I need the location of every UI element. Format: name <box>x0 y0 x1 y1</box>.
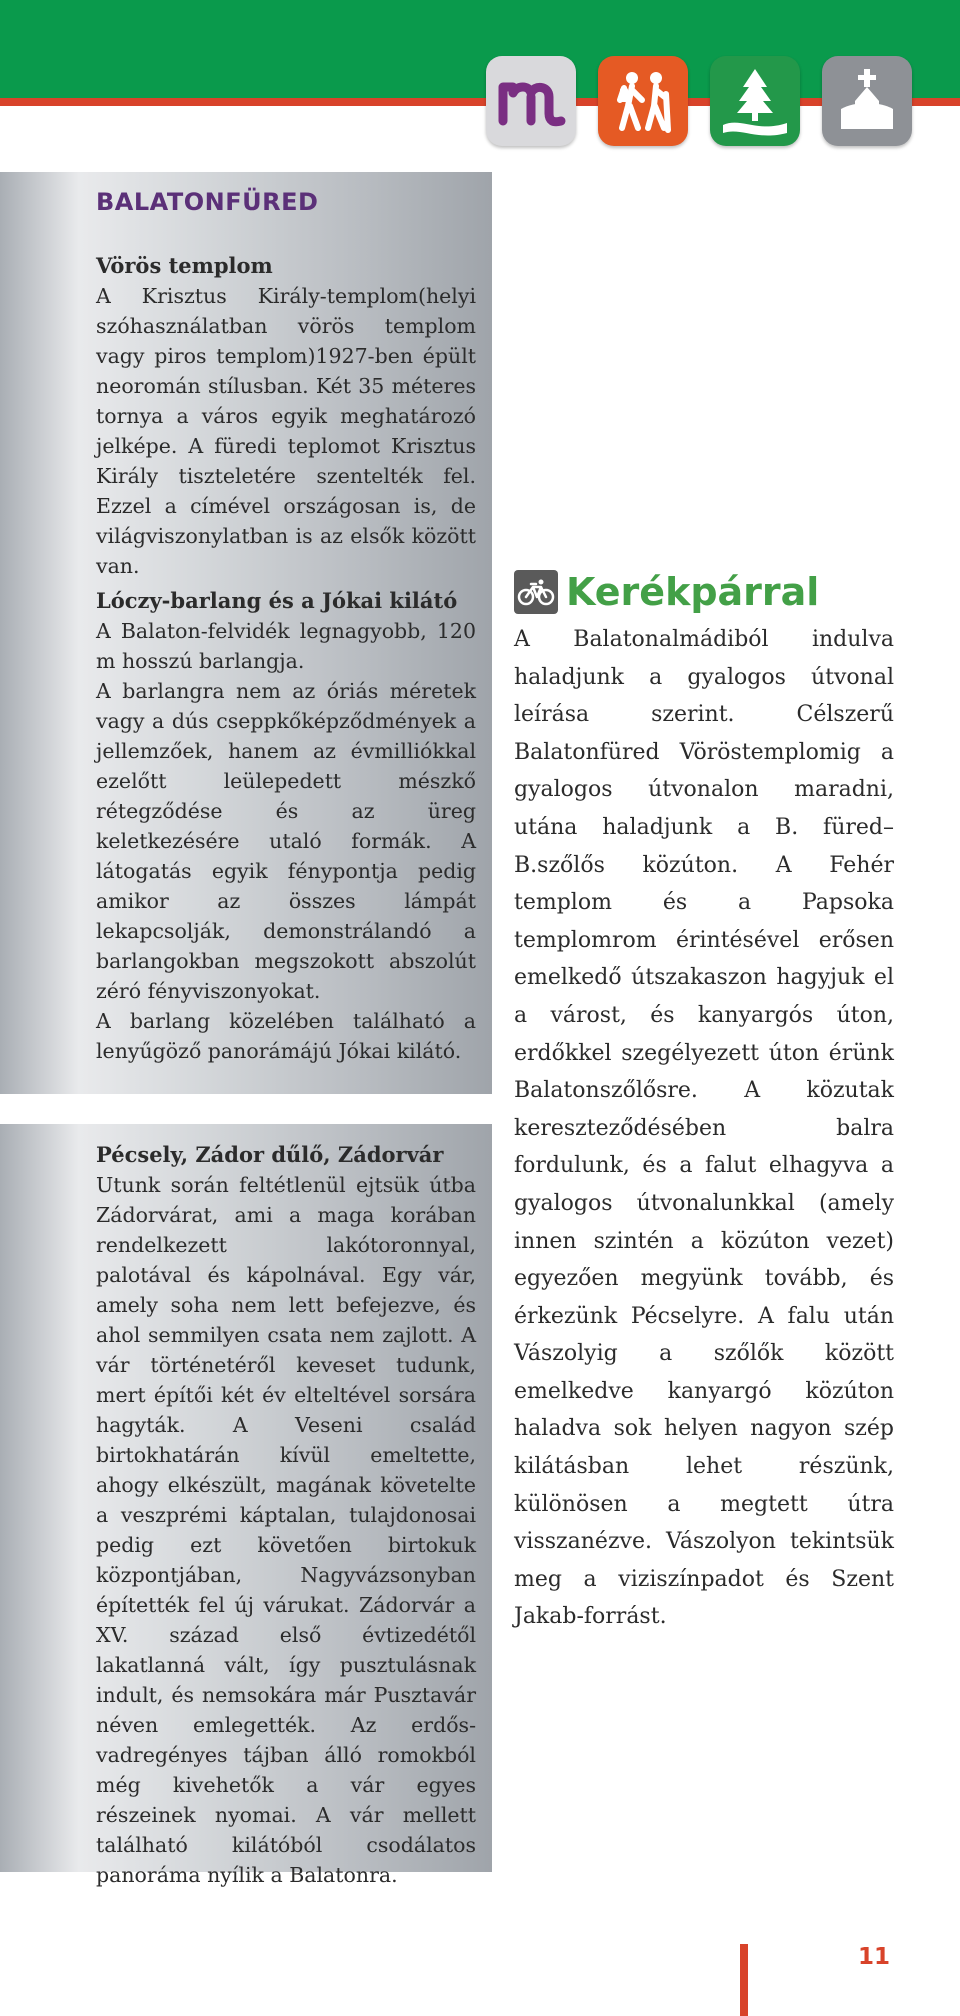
article-paragraph: A barlangra nem az óriás méretek vagy a dús cseppkőképződmények a jellemzőek, hanem az évmilliókkal ezelőtt leülepedett mészkő rétegződése és az üreg keletkezésére utaló formák. A látogatás egyik fénypontja pedig amikor az összes lámpát lekapcsolják, demonstrálandó a barlangokban megszokott abszolút zéró fényviszonyokat. <box>96 679 476 1003</box>
article-text: A Krisztus Király-templom(helyi szóhasználatban vörös templom vagy piros templom)1927-ben épült neoromán stílusban. Két 35 méteres tornya a város egyik meghatározó jelképe. A füredi teplomot Krisztus Király tiszteletére szentelték fel. Ezzel a címével országosan is, de világviszonylatban is az elsők között van. <box>96 284 476 578</box>
article-voros-templom <box>96 251 476 581</box>
article-zadorvar <box>96 1140 476 1890</box>
bike-section-title: Kerékpárral <box>566 570 820 614</box>
bike-route-text: A Balatonalmádiból indulva haladjunk a gyalogos útvonal leírása szerint. Célszerű Balatonfüred Vöröstemplomig a gyalogos útvonalon maradni, utána haladjunk a B. füred–B.szőlős közúton. A Fehér templom és a Papsoka templomrom érintésével erősen emelkedő útszakaszon hagyjuk el a várost, és kanyargós úton, erdőkkel szegélyezett úton érünk Balatonszőlősre. A közutak kereszteződésében balra fordulunk, és a falut elhagyva a gyalogos útvonalunkkal (amely innen szintén a közúton vezet) egyezően megyünk tovább, és érkezünk Pécselyre. A falu után Vászolyig a szőlők között emelkedve kanyargó közúton haladva sok helyen nagyon szép kilátásban lehet részünk, különösen a megtett útra visszanézve. Vászolyon tekintsük meg a viziszínpadot és Szent Jakab-forrást. <box>514 627 894 1630</box>
article-title: Lóczy-barlang és a Jókai kilátó <box>96 588 458 613</box>
nature-path-icon <box>710 56 800 146</box>
bicycle-icon <box>514 570 558 614</box>
bike-section-header <box>514 570 819 614</box>
article-text: Utunk során feltétlenül ejtsük útba Zádorvárat, ami a maga korában rendelkezett lakótoronnyal, palotával és kápolnával. Egy vár, amely soha nem lett befejezve, és ahol semmilyen csata nem zajlott. A vár történetéről keveset tudunk, mert építői két év elteltével sorsára hagyták. A Veseni család birtokhatárán kívül emeltette, ahogy elkészült, magának követelte a veszprémi káptalan, tulajdonosai pedig ezt követően birtokuk központjában, Nagyvázsonyban építették fel új várukat. Zádorvár a XV. század első évtizedétől lakatlanná vált, így pusztulásnak indult, és nemsokára már Pusztavár néven emlegették. Az erdős-vadregényes tájban álló romokból még kivehetők a vár egyes részeinek nyomai. A vár mellett található kilátóból csodálatos panoráma nyílik a Balatonra. <box>96 1173 476 1887</box>
page-number: 11 <box>858 1944 891 1970</box>
article-paragraph: A barlang közelében található a lenyűgöző panorámájú Jókai kilátó. <box>96 1009 476 1063</box>
footer-bar <box>740 1944 748 2016</box>
category-icons <box>486 56 912 146</box>
section-title: BALATONFÜRED <box>96 188 319 216</box>
church-icon <box>822 56 912 146</box>
article-title: Pécsely, Zádor dűlő, Zádorvár <box>96 1142 444 1167</box>
article-paragraph: A Balaton-felvidék legnagyobb, 120 m hosszú barlangja. <box>96 619 476 673</box>
article-title: Vörös templom <box>96 253 273 278</box>
hikers-icon <box>598 56 688 146</box>
ml-logo-icon <box>486 56 576 146</box>
article-loczy-barlang <box>96 586 476 1066</box>
